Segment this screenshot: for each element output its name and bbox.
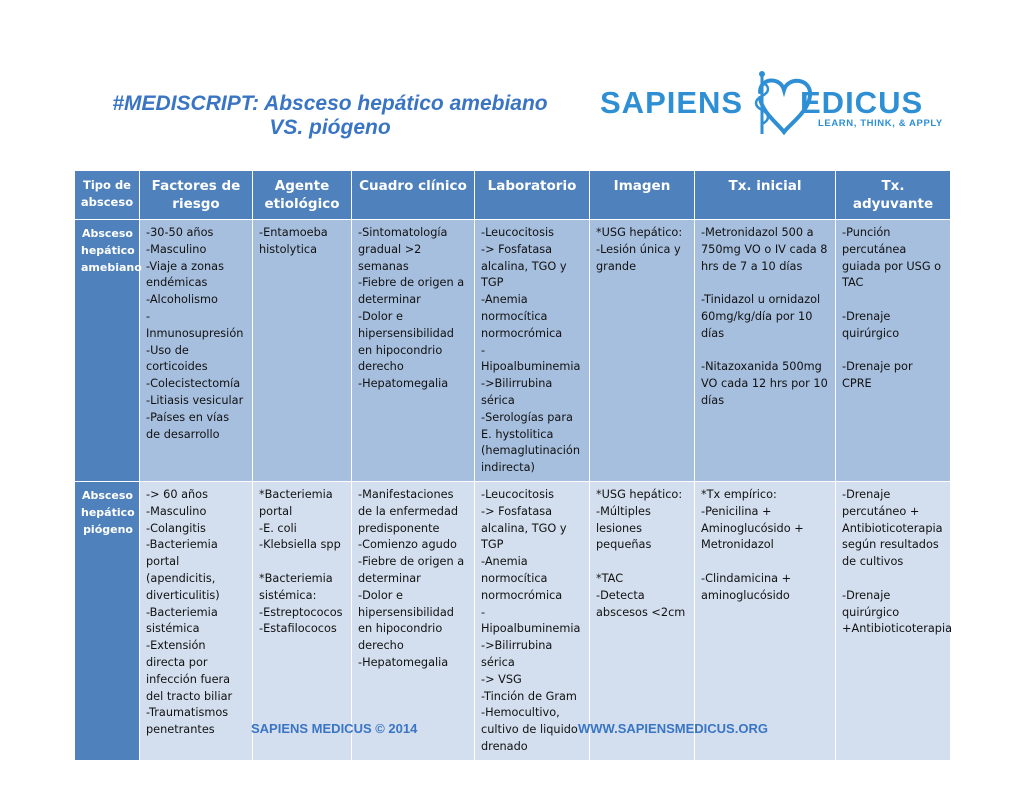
cell-line: *USG hepático: xyxy=(596,226,683,239)
cell-line: -Colecistectomía xyxy=(146,377,241,391)
header-tipo-absceso: Tipo de absceso xyxy=(75,171,140,220)
cell-imagen xyxy=(590,481,695,760)
header-laboratorio: Laboratorio xyxy=(475,171,590,220)
cell-tx-adyuvante xyxy=(836,481,951,760)
cell-line: -Inmunosupresión xyxy=(146,309,244,340)
cell-line: -Leucocitosis xyxy=(481,226,555,239)
table-header-row xyxy=(75,171,951,220)
cell-line: -Comienzo agudo xyxy=(358,538,457,552)
cell-line: -Hemocultivo, cultivo de liquido drenado xyxy=(481,706,578,753)
header-imagen: Imagen xyxy=(590,171,695,220)
cell-line: -Klebsiella spp xyxy=(259,538,341,552)
cell-line: -Hipoalbuminemia xyxy=(481,605,581,636)
cell-line: *Tx empírico: xyxy=(701,487,777,501)
cell-line: -Drenaje quirúrgico xyxy=(842,309,900,340)
header-cuadro-clinico: Cuadro clínico xyxy=(352,171,475,220)
cell-line: *Bacteriemia sistémica: xyxy=(259,571,333,602)
cell-spacer xyxy=(842,343,944,360)
cell-line: *TAC xyxy=(596,571,624,585)
cell-line: -Nitazoxanida 500mg VO cada 12 hrs por 10 días xyxy=(701,360,828,407)
cell-line: -Drenaje quirúrgico +Antibioticoterapia xyxy=(842,588,953,636)
cell-line: -Bacteriemia portal (apendicitis, diverticulitis) xyxy=(146,538,220,602)
cell-spacer xyxy=(596,554,688,571)
footer-copyright: SAPIENS MEDICUS © 2014 xyxy=(251,721,418,736)
cell-spacer xyxy=(701,554,829,571)
logo-tagline: LEARN, THINK, & APPLY xyxy=(818,118,943,129)
cell-line: -Hipoalbuminemia xyxy=(481,343,581,374)
table-row xyxy=(75,481,951,760)
cell-line: -Serologías para E. hystolitica (hemaglutinación indirecta) xyxy=(481,410,580,475)
cell-line: -Punción percutánea guiada por USG o TAC xyxy=(842,226,942,290)
cell-line: -Fiebre de origen a determinar xyxy=(358,276,465,307)
cell-line: ->Bilirrubina sérica xyxy=(481,377,553,407)
cell-laboratorio xyxy=(475,481,590,760)
cell-line: -Clindamicina + aminoglucósido xyxy=(701,571,792,602)
header-agente-etiologico: Agente etiológico xyxy=(253,171,352,220)
cell-line: *USG hepático: xyxy=(596,487,683,501)
cell-line: -E. coli xyxy=(259,521,297,535)
cell-line: -Dolor e hipersensibilidad en hipocondrio derecho xyxy=(358,588,454,653)
brand-logo xyxy=(600,68,945,138)
cell-agente-etiologico xyxy=(253,220,352,482)
cell-agente-etiologico xyxy=(253,481,352,760)
cell-spacer xyxy=(842,571,944,588)
cell-line: -Sintomatología gradual >2 semanas xyxy=(358,226,448,273)
cell-line: -Hepatomegalia xyxy=(358,377,449,391)
cell-line: -> Fosfatasa alcalina, TGO y TGP xyxy=(481,504,567,552)
cell-line: -> 60 años xyxy=(146,487,208,501)
cell-line: -Alcoholismo xyxy=(146,293,218,307)
cell-imagen xyxy=(590,220,695,482)
comparison-table xyxy=(74,170,951,761)
cell-line: *Bacteriemia portal xyxy=(259,487,333,518)
cell-tx-inicial xyxy=(695,220,836,482)
cell-line: -Detecta abscesos <2cm xyxy=(596,588,686,619)
cell-line: -Penicilina + Aminoglucósido + Metronidazol xyxy=(701,504,804,552)
cell-cuadro-clinico xyxy=(352,481,475,760)
cell-line: -Drenaje por CPRE xyxy=(842,360,913,391)
cell-line: -Leucocitosis xyxy=(481,487,555,501)
cell-factores-riesgo xyxy=(140,220,253,482)
cell-line: -Dolor e hipersensibilidad en hipocondrio derecho xyxy=(358,309,454,374)
cell-spacer xyxy=(701,343,829,360)
cell-spacer xyxy=(259,554,345,571)
cell-line: -Bacteriemia sistémica xyxy=(146,605,218,636)
cell-line: -Manifestaciones de la enfermedad predisponente xyxy=(358,487,459,535)
cell-line: -Traumatismos penetrantes xyxy=(146,706,229,737)
cell-line: -Estafilococos xyxy=(259,622,337,636)
logo-word-sapiens: SAPIENS xyxy=(600,85,744,120)
cell-line: -> Fosfatasa alcalina, TGO y TGP xyxy=(481,242,567,290)
cell-line: -Uso de corticoides xyxy=(146,343,208,374)
cell-cuadro-clinico xyxy=(352,220,475,482)
cell-spacer xyxy=(842,292,944,309)
cell-line: -Lesión única y grande xyxy=(596,242,681,273)
cell-laboratorio xyxy=(475,220,590,482)
header-tx-adyuvante: Tx. adyuvante xyxy=(836,171,951,220)
cell-line: -Fiebre de origen a determinar xyxy=(358,555,465,585)
cell-tx-inicial xyxy=(695,481,836,760)
cell-factores-riesgo xyxy=(140,481,253,760)
header-tx-inicial: Tx. inicial xyxy=(695,171,836,220)
footer-website: WWW.SAPIENSMEDICUS.ORG xyxy=(578,721,768,736)
cell-line: -Masculino xyxy=(146,242,207,256)
cell-line: -> VSG xyxy=(481,672,522,686)
cell-line: -Extensión directa por infección fuera del tracto biliar xyxy=(146,639,233,703)
cell-line: -Países en vías de desarrollo xyxy=(146,410,230,441)
cell-line: -30-50 años xyxy=(146,226,214,239)
cell-line: -Viaje a zonas endémicas xyxy=(146,259,224,290)
page-title: #MEDISCRIPT: Absceso hepático amebiano VS. piógeno xyxy=(112,92,548,139)
cell-line: -Drenaje percutáneo + Antibioticoterapia según resultados de cultivos xyxy=(842,487,943,569)
cell-line: -Masculino xyxy=(146,504,207,518)
table-row xyxy=(75,220,951,482)
cell-line: -Tinción de Gram xyxy=(481,689,577,703)
cell-line: -Estreptococos xyxy=(259,605,343,619)
cell-line: ->Bilirrubina sérica xyxy=(481,639,553,669)
cell-tx-adyuvante xyxy=(836,220,951,482)
cell-line: -Entamoeba histolytica xyxy=(259,226,328,256)
cell-line: -Anemia normocítica normocrómica xyxy=(481,293,563,340)
row-label: Absceso hepático piógeno xyxy=(75,481,140,760)
logo-word-medicus: EDICUS xyxy=(800,85,924,120)
row-label: Absceso hepático amebiano xyxy=(75,220,140,482)
cell-line: -Tinidazol u ornidazol 60mg/kg/día por 10 días xyxy=(701,293,821,340)
cell-line: -Hepatomegalia xyxy=(358,655,449,669)
cell-line: -Colangitis xyxy=(146,521,206,535)
cell-line: -Múltiples lesiones pequeñas xyxy=(596,504,652,552)
cell-line: -Litiasis vesicular xyxy=(146,393,244,407)
cell-spacer xyxy=(701,275,829,292)
header-factores-riesgo: Factores de riesgo xyxy=(140,171,253,220)
cell-line: -Metronidazol 500 a 750mg VO o IV cada 8 hrs de 7 a 10 días xyxy=(701,226,828,273)
cell-line: -Anemia normocítica normocrómica xyxy=(481,555,563,602)
